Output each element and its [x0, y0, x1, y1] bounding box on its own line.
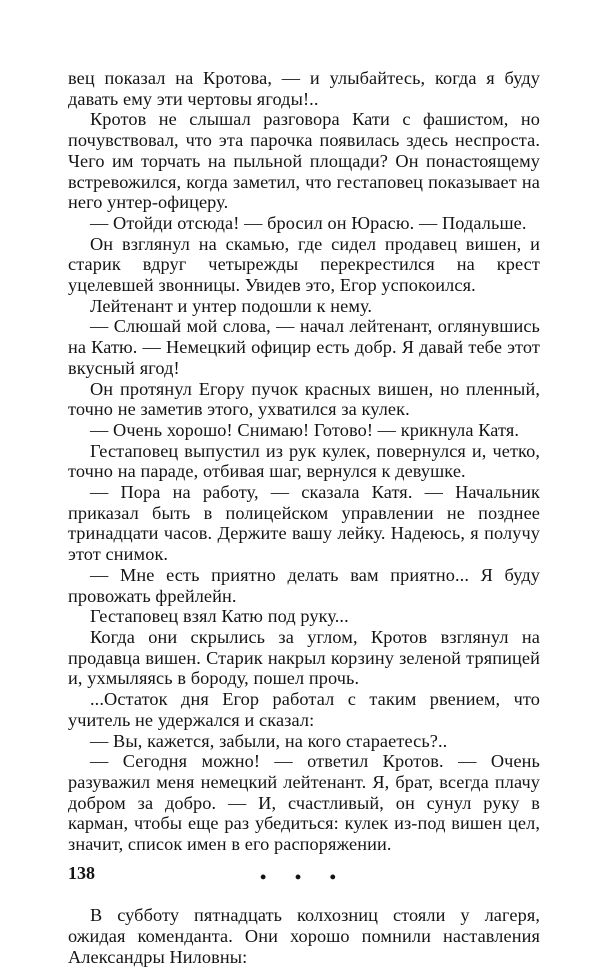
- paragraph: Лейтенант и унтер подошли к нему.: [90, 295, 373, 316]
- paragraph: — Пора на работу, — сказала Катя. — Начальник приказал быть в полицейском управлении не позднее тринадцати часов. Держите вашу лейку. Надеюсь, я получу этот снимок.: [68, 482, 540, 565]
- paragraph: В субботу пятнадцать колхозниц стояли у лагеря, ожидая коменданта. Они хорошо помнили наставления Александры Ниловны:: [68, 905, 540, 967]
- page-number: 138: [68, 863, 95, 883]
- paragraph: вец показал на Кротова, — и улыбайтесь, когда я буду давать ему эти чертовы ягоды!..: [68, 68, 540, 109]
- paragraph: Он протянул Егору пучок красных вишен, но пленный, точно не заметив этого, ухватился за кулек.: [68, 378, 540, 420]
- paragraph: Гестаповец взял Катю под руку...: [90, 606, 349, 627]
- paragraph: — Сегодня можно! — ответил Кротов. — Очень разуважил меня немецкий лейтенант. Я, брат, всегда плачу добром за добро. — И, счастливый, он сунул руку в карман, чтобы еще раз убедиться: кулек из-под вишен цел, значит, список имен в его распоряжении.: [68, 751, 540, 855]
- book-page: [68, 68, 540, 968]
- paragraph: — Мне есть приятно делать вам приятно... Я буду провожать фрейлейн.: [68, 564, 540, 606]
- paragraph: — Очень хорошо! Снимаю! Готово! — крикнула Катя.: [90, 419, 520, 440]
- paragraph: Когда они скрылись за углом, Кротов взглянул на продавца вишен. Старик накрыл корзину зеленой тряпицей и, ухмыляясь в бороду, пошел прочь.: [68, 626, 540, 689]
- paragraph: Он взглянул на скамью, где сидел продавец вишен, и старик вдруг четырежды перекрестился на крест уцелевшей звонницы. Увидев это, Егор успокоился.: [68, 233, 540, 296]
- paragraph: — Вы, кажется, забыли, на кого стараетесь?..: [90, 730, 448, 751]
- paragraph: ...Остаток дня Егор работал с таким рвением, что учитель не удержался и сказал:: [68, 689, 540, 730]
- paragraph: Гестаповец выпустил из рук кулек, повернулся и, четко, точно на параде, отбивая шаг, вернулся к девушке.: [68, 440, 540, 482]
- paragraph: — Отойди отсюда! — бросил он Юрасю. — Подальше.: [90, 212, 527, 233]
- paragraph: Кротов не слышал разговора Кати с фашистом, но почувствовал, что эта парочка появилась здесь неспроста. Чего им торчать на пыльной площади? Он понастоящему встревожился, когда заметил, что гестаповец показывает на него унтер-офицеру.: [68, 109, 540, 213]
- section-separator: • • •: [260, 866, 348, 887]
- paragraph: — Слюшай мой слова, — начал лейтенант, оглянувшись на Катю. — Немецкий официр есть добр. Я давай тебе этот вкусный ягод!: [68, 316, 540, 378]
